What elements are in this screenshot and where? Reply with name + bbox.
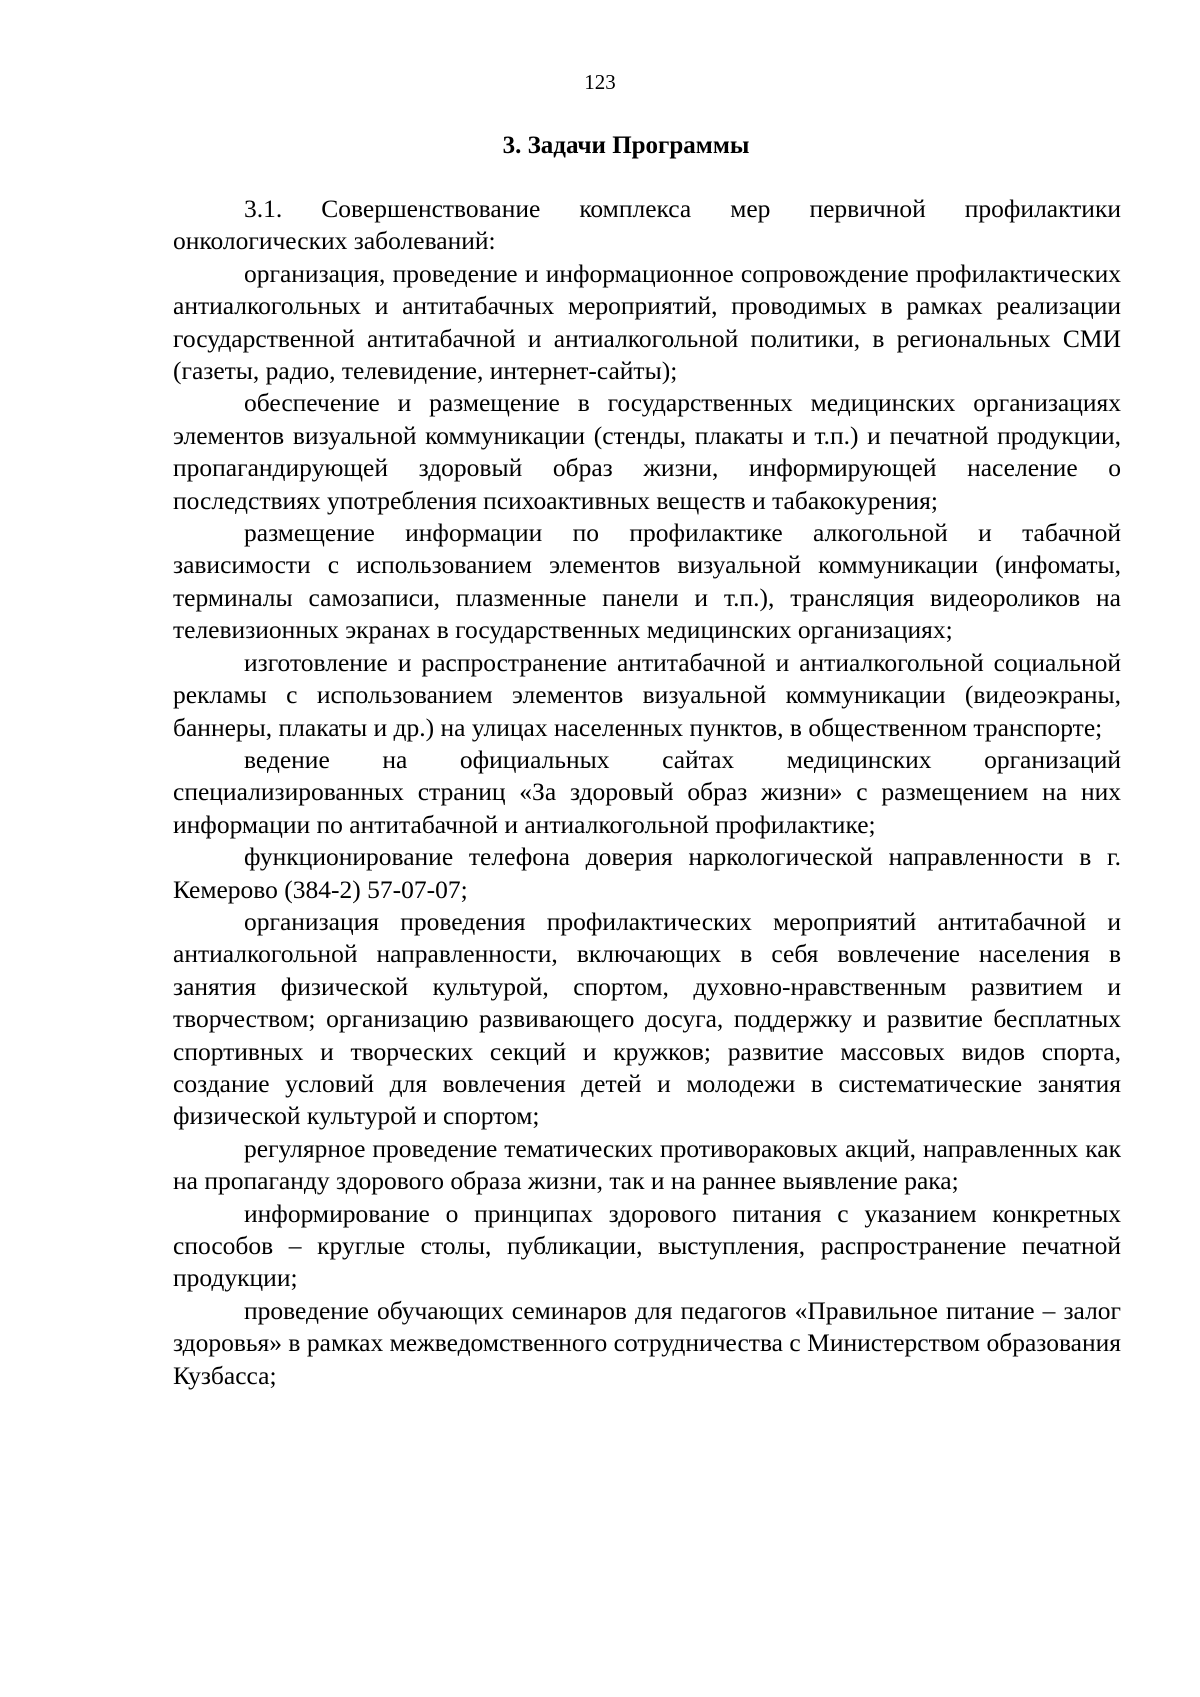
document-body (173, 193, 1121, 1392)
paragraph: информирование о принципах здорового питания с указанием конкретных способов – круглые столы, публикации, выступления, распространение печатной продукции; (173, 1198, 1121, 1293)
paragraph: функционирование телефона доверия наркологической направленности в г. Кемерово (384-2) 57-07-07; (173, 842, 1121, 904)
paragraph: проведение обучающих семинаров для педагогов «Правильное питание – залог здоровья» в рамках межведомственного сотрудничества с Министерством образования Кузбасса; (173, 1295, 1121, 1390)
paragraph: ведение на официальных сайтах медицинских организаций специализированных страниц «За здоровый образ жизни» с размещением на них информации по антитабачной и антиалкогольной профилактике; (173, 744, 1121, 839)
paragraph-intro: 3.1. Совершенствование комплекса мер первичной профилактики онкологических заболеваний: (173, 194, 1121, 256)
paragraph: организация проведения профилактических мероприятий антитабачной и антиалкогольной направленности, включающих в себя вовлечение населения в занятия физической культурой, спортом, духовно-нравственным развитием и творчеством; организацию развивающего досуга, поддержку и развитие бесплатных спортивных и творческих секций и кружков; развитие массовых видов спорта, создание условий для вовлечения детей и молодежи в систематические занятия физической культурой и спортом; (173, 906, 1121, 1131)
paragraph: изготовление и распространение антитабачной и антиалкогольной социальной рекламы с использованием элементов визуальной коммуникации (видеоэкраны, баннеры, плакаты и др.) на улицах населенных пунктов, в общественном транспорте; (173, 647, 1121, 742)
paragraph: обеспечение и размещение в государственных медицинских организациях элементов визуальной коммуникации (стенды, плакаты и т.п.) и печатной продукции, пропагандирующей здоровый образ жизни, информирующей население о последствиях употребления психоактивных веществ и табакокурения; (173, 388, 1121, 515)
paragraph: размещение информации по профилактике алкогольной и табачной зависимости с использованием элементов визуальной коммуникации (инфоматы, терминалы самозаписи, плазменные панели и т.п.), трансляция видеороликов на телевизионных экранах в государственных медицинских организациях; (173, 518, 1121, 645)
paragraph: организация, проведение и информационное сопровождение профилактических антиалкогольных и антитабачных мероприятий, проводимых в рамках реализации государственной антитабачной и антиалкогольной политики, в региональных СМИ (газеты, радио, телевидение, интернет-сайты); (173, 258, 1121, 386)
paragraph: регулярное проведение тематических противораковых акций, направленных как на пропаганду здорового образа жизни, так и на раннее выявление рака; (173, 1133, 1121, 1196)
section-title: 3. Задачи Программы (502, 132, 750, 159)
page-number: 123 (584, 70, 616, 94)
